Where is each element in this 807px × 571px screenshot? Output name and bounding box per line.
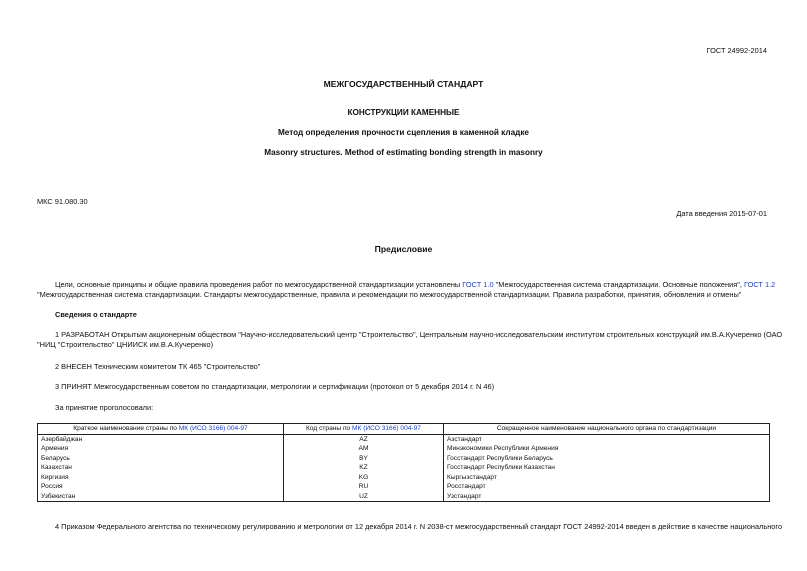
cell-body: Кыргызстандарт	[444, 473, 770, 483]
mk-iso-link[interactable]: МК (ИСО 3166) 004-97	[352, 425, 421, 432]
voted-label: За принятие проголосовали:	[55, 403, 154, 412]
cell-country: Казахстан	[38, 463, 284, 473]
intro-date: Дата введения 2015-07-01	[676, 209, 767, 218]
doc-code: ГОСТ 24992-2014	[706, 46, 767, 55]
cell-body: Госстандарт Республики Беларусь	[444, 454, 770, 464]
table-row	[38, 463, 770, 473]
mk-iso-link[interactable]: МК (ИСО 3166) 004-97	[178, 425, 248, 432]
cell-code: UZ	[284, 492, 444, 502]
subtitle-ru: Метод определения прочности сцепления в каменной кладке	[277, 128, 529, 137]
cell-code: AZ	[284, 434, 444, 444]
cell-body: Минэкономики Республики Армения	[444, 444, 770, 454]
table-header-row	[38, 424, 770, 435]
paragraph-text: "Межгосударственная система стандартизации. Основные положения",	[493, 280, 744, 289]
foreword-heading: Предисловие	[374, 244, 433, 254]
cell-country: Узбекистан	[38, 492, 284, 502]
item-2: 2 ВНЕСЕН Техническим комитетом ТК 465 "Строительство"	[55, 362, 261, 371]
item-3: 3 ПРИНЯТ Межгосударственным советом по стандартизации, метрологии и сертификации (протокол от 5 декабря 2014 г. N 46)	[55, 382, 495, 391]
item-1-line-1: 1 РАЗРАБОТАН Открытым акционерным обществом "Научно-исследовательский центр "Строительство", Центральным научно-исследовательским институтом строительных конструкций им.В.А.Кучеренко (ОАО	[55, 330, 783, 339]
standard-type: МЕЖГОСУДАРСТВЕННЫЙ СТАНДАРТ	[323, 79, 484, 89]
paragraph-text: Цели, основные принципы и общие правила проведения работ по межгосударственной стандартизации установлены	[55, 280, 463, 289]
item-4: 4 Приказом Федерального агентства по техническому регулированию и метрологии от 12 декабря 2014 г. N 2038-ст межгосударственный стандарт ГОСТ 24992-2014 введен в действие в качестве национального	[55, 522, 783, 531]
cell-code: RU	[284, 482, 444, 492]
cell-country: Киргизия	[38, 473, 284, 483]
cell-body: Азстандарт	[444, 434, 770, 444]
cell-code: BY	[284, 454, 444, 464]
cell-body: Госстандарт Республики Казахстан	[444, 463, 770, 473]
column-header-country: Краткое наименование страны по МК (ИСО 3166) 004-97	[38, 424, 284, 435]
cell-country: Россия	[38, 482, 284, 492]
foreword-paragraph-1	[55, 280, 775, 289]
cell-body: Росстандарт	[444, 482, 770, 492]
cell-code: AM	[284, 444, 444, 454]
mks-code: МКС 91.080.30	[37, 197, 88, 206]
cell-country: Беларусь	[38, 454, 284, 464]
cell-country: Армения	[38, 444, 284, 454]
table-row	[38, 492, 770, 502]
gost-1-0-link[interactable]: ГОСТ 1.0	[462, 280, 494, 289]
column-header-code: Код страны по МК (ИСО 3166) 004-97	[284, 424, 444, 435]
cell-code: KZ	[284, 463, 444, 473]
foreword-paragraph-1-line-2: "Межгосударственная система стандартизации. Стандарты межгосударственные, правила и рекомендации по межгосударственной стандартизации. Правила разработки, принятия, обновления и отмены"	[37, 290, 742, 299]
cell-country: Азербайджан	[38, 434, 284, 444]
gost-1-2-link[interactable]: ГОСТ 1.2	[743, 280, 776, 289]
table-row	[38, 473, 770, 483]
table-row	[38, 434, 770, 444]
info-heading: Сведения о стандарте	[55, 310, 137, 319]
states-table	[37, 423, 770, 502]
table-row	[38, 454, 770, 464]
column-header-body: Сокращенное наименование национального органа по стандартизации	[444, 424, 770, 435]
subtitle-en: Masonry structures. Method of estimating bonding strength in masonry	[264, 148, 543, 157]
item-1-line-2: "НИЦ "Строительство" ЦНИИСК им.В.А.Кучеренко)	[37, 340, 214, 349]
cell-code: KG	[284, 473, 444, 483]
table-row	[38, 482, 770, 492]
standard-name: КОНСТРУКЦИИ КАМЕННЫЕ	[347, 108, 460, 117]
cell-body: Узстандарт	[444, 492, 770, 502]
table-row	[38, 444, 770, 454]
